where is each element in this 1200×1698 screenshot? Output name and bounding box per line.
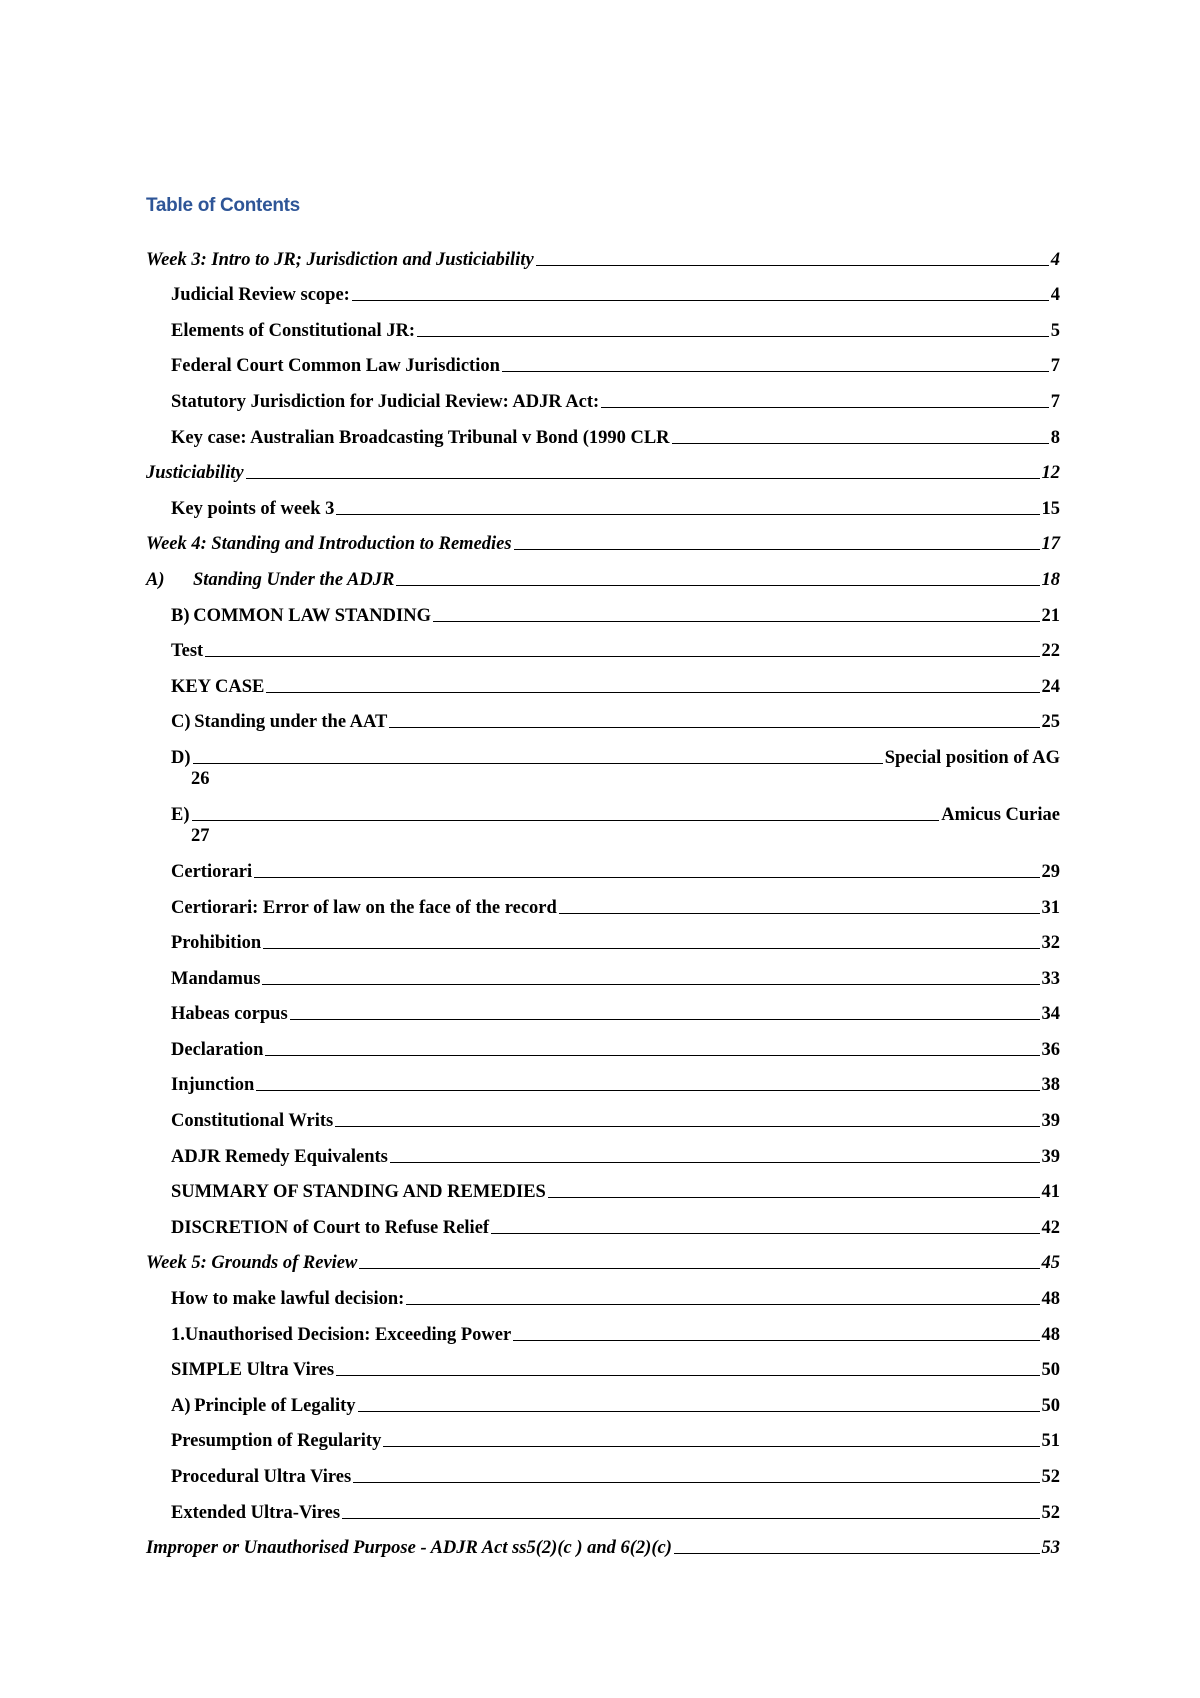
toc-page-number: 51 bbox=[1041, 1431, 1060, 1452]
toc-leader-line bbox=[342, 1517, 1039, 1519]
toc-entry[interactable] bbox=[146, 790, 1060, 847]
toc-page-number: 4 bbox=[1050, 285, 1060, 306]
toc-entry[interactable] bbox=[146, 520, 1060, 556]
toc-leader-line bbox=[262, 983, 1039, 985]
toc-leader-line bbox=[491, 1232, 1039, 1234]
toc-leader-line bbox=[559, 912, 1040, 914]
toc-entry[interactable] bbox=[146, 1096, 1060, 1132]
toc-leader-line bbox=[417, 335, 1049, 337]
toc-entry-label: Improper or Unauthorised Purpose - ADJR Act ss5(2)(c ) and 6(2)(c) bbox=[146, 1538, 672, 1559]
toc-leader-line bbox=[358, 1410, 1040, 1412]
toc-entry[interactable] bbox=[146, 1346, 1060, 1382]
toc-page-number: 45 bbox=[1041, 1253, 1060, 1274]
toc-entry-label: Key points of week 3 bbox=[171, 498, 335, 519]
toc-entry-label: Declaration bbox=[171, 1039, 264, 1060]
toc-entry[interactable] bbox=[146, 1524, 1060, 1560]
toc-page-number: 12 bbox=[1041, 463, 1060, 484]
toc-leader-line bbox=[336, 513, 1039, 515]
toc-page-number: 24 bbox=[1041, 676, 1060, 697]
toc-entry-label: D) bbox=[171, 747, 191, 768]
toc-page-number: 34 bbox=[1041, 1004, 1060, 1025]
toc-entry[interactable] bbox=[146, 1168, 1060, 1204]
toc-leader-line bbox=[389, 726, 1039, 728]
toc-entry-label: Statutory Jurisdiction for Judicial Review: ADJR Act: bbox=[171, 391, 600, 412]
toc-entry-label: 1.Unauthorised Decision: Exceeding Power bbox=[171, 1324, 512, 1345]
toc-entry[interactable] bbox=[146, 555, 1060, 591]
toc-entry[interactable] bbox=[146, 698, 1060, 734]
toc-entry-label: Week 5: Grounds of Review bbox=[146, 1253, 358, 1274]
toc-entry-label: Week 3: Intro to JR; Jurisdiction and Justiciability bbox=[146, 249, 534, 270]
toc-leader-line bbox=[514, 548, 1040, 550]
toc-entry-label: Certiorari: Error of law on the face of the record bbox=[171, 897, 557, 918]
toc-leader-line bbox=[396, 584, 1039, 586]
toc-entry[interactable] bbox=[146, 1488, 1060, 1524]
toc-page-number: 39 bbox=[1041, 1111, 1060, 1132]
toc-entry[interactable] bbox=[146, 342, 1060, 378]
toc-entry[interactable] bbox=[146, 883, 1060, 919]
toc-page-number: 7 bbox=[1050, 391, 1060, 412]
toc-leader-line bbox=[390, 1161, 1040, 1163]
toc-entry-label: A) Principle of Legality bbox=[171, 1395, 356, 1416]
toc-entry-label: Presumption of Regularity bbox=[171, 1431, 382, 1452]
toc-entry-label: Standing Under the ADJR bbox=[193, 569, 395, 590]
toc-entry[interactable] bbox=[146, 1132, 1060, 1168]
toc-entry-label: Extended Ultra-Vires bbox=[171, 1502, 341, 1523]
toc-leader-line bbox=[335, 1125, 1039, 1127]
toc-entry-label: ADJR Remedy Equivalents bbox=[171, 1146, 388, 1167]
toc-page-number: 39 bbox=[1041, 1146, 1060, 1167]
toc-entry-label: Mandamus bbox=[171, 968, 261, 989]
toc-entry-label: Injunction bbox=[171, 1075, 255, 1096]
toc-entry[interactable] bbox=[146, 271, 1060, 307]
toc-leader-line bbox=[193, 762, 883, 764]
toc-leader-line bbox=[406, 1303, 1039, 1305]
toc-page-number: 4 bbox=[1050, 249, 1060, 270]
toc-leader-line bbox=[336, 1374, 1039, 1376]
toc-entry[interactable] bbox=[146, 1025, 1060, 1061]
toc-entry-label: How to make lawful decision: bbox=[171, 1289, 405, 1310]
toc-leader-line bbox=[359, 1267, 1039, 1269]
toc-page-number: 48 bbox=[1041, 1289, 1060, 1310]
toc-entry[interactable] bbox=[146, 235, 1060, 271]
toc-entry[interactable] bbox=[146, 990, 1060, 1026]
toc-entry-label: Procedural Ultra Vires bbox=[171, 1467, 352, 1487]
toc-leader-line bbox=[254, 876, 1039, 878]
toc-page-number: 42 bbox=[1041, 1217, 1060, 1238]
toc-entry-label: SUMMARY OF STANDING AND REMEDIES bbox=[171, 1182, 546, 1203]
toc-page-number: 26 bbox=[191, 768, 210, 789]
toc-entry-label: B) COMMON LAW STANDING bbox=[171, 605, 431, 626]
toc-leader-line bbox=[205, 655, 1039, 657]
toc-page-number: 17 bbox=[1041, 534, 1060, 555]
toc-leader-line bbox=[383, 1445, 1039, 1447]
toc-entry-label: KEY CASE bbox=[171, 676, 265, 697]
toc-page-number: 31 bbox=[1041, 897, 1060, 918]
toc-entry-label: Prohibition bbox=[171, 933, 262, 954]
toc-page-number: 15 bbox=[1041, 498, 1060, 519]
table-of-contents bbox=[146, 235, 1060, 1559]
toc-leader-line bbox=[513, 1339, 1039, 1341]
toc-page-number: 36 bbox=[1041, 1039, 1060, 1060]
toc-page-number: 27 bbox=[191, 825, 210, 846]
toc-entry-label: Key case: Australian Broadcasting Tribunal v Bond (1990 CLR bbox=[171, 427, 670, 448]
toc-entry-label: Judicial Review scope: bbox=[171, 285, 350, 306]
toc-entry-label: C) Standing under the AAT bbox=[171, 712, 388, 733]
toc-entry[interactable] bbox=[146, 847, 1060, 883]
toc-entry[interactable] bbox=[146, 1452, 1060, 1488]
toc-leader-line bbox=[353, 1481, 1039, 1483]
toc-page-number: 50 bbox=[1041, 1360, 1060, 1381]
toc-entry-label: Constitutional Writs bbox=[171, 1111, 334, 1132]
toc-entry[interactable] bbox=[146, 377, 1060, 413]
toc-page-number: 41 bbox=[1041, 1182, 1060, 1203]
toc-page-number: 8 bbox=[1050, 427, 1060, 448]
toc-entry[interactable] bbox=[146, 1310, 1060, 1346]
toc-page-number: 7 bbox=[1050, 356, 1060, 377]
toc-entry[interactable] bbox=[146, 484, 1060, 520]
toc-entry-title: Special position of AG bbox=[884, 747, 1060, 768]
toc-entry[interactable] bbox=[146, 1274, 1060, 1310]
toc-leader-line bbox=[536, 264, 1049, 266]
toc-page-number: 52 bbox=[1041, 1502, 1060, 1523]
toc-entry-label: E) bbox=[171, 804, 190, 825]
toc-leader-line bbox=[263, 947, 1039, 949]
toc-entry-label: Elements of Constitutional JR: bbox=[171, 320, 416, 341]
toc-entry-label: Justiciability bbox=[146, 463, 244, 484]
toc-page-number: 22 bbox=[1041, 641, 1060, 662]
toc-entry-label: Certiorari bbox=[171, 861, 253, 882]
toc-leader-line bbox=[256, 1089, 1039, 1091]
toc-page-number: 53 bbox=[1041, 1538, 1060, 1559]
toc-leader-line bbox=[601, 406, 1049, 408]
toc-entry-label: DISCRETION of Court to Refuse Relief bbox=[171, 1217, 490, 1238]
toc-entry[interactable] bbox=[146, 662, 1060, 698]
toc-entry-label: Federal Court Common Law Jurisdiction bbox=[171, 356, 500, 377]
toc-page-number: 50 bbox=[1041, 1395, 1060, 1416]
toc-leader-line bbox=[246, 477, 1040, 479]
toc-entry[interactable] bbox=[146, 954, 1060, 990]
toc-leader-line bbox=[266, 691, 1039, 693]
toc-entry-prefix: A) bbox=[146, 569, 165, 590]
toc-page-number: 52 bbox=[1041, 1467, 1060, 1487]
toc-entry-label: SIMPLE Ultra Vires bbox=[171, 1360, 335, 1381]
toc-entry[interactable] bbox=[146, 627, 1060, 663]
toc-leader-line bbox=[290, 1018, 1040, 1020]
toc-page-number: 29 bbox=[1041, 861, 1060, 882]
toc-leader-line bbox=[548, 1196, 1040, 1198]
toc-entry[interactable] bbox=[146, 449, 1060, 485]
toc-page-number: 5 bbox=[1050, 320, 1060, 341]
toc-entry[interactable] bbox=[146, 413, 1060, 449]
toc-entry[interactable] bbox=[146, 306, 1060, 342]
toc-page-number: 21 bbox=[1041, 605, 1060, 626]
toc-page-number: 33 bbox=[1041, 968, 1060, 989]
toc-heading: Table of Contents bbox=[146, 195, 300, 216]
toc-entry-label: Test bbox=[171, 641, 204, 662]
toc-entry[interactable] bbox=[146, 1239, 1060, 1275]
toc-leader-line bbox=[433, 620, 1040, 622]
toc-leader-line bbox=[502, 370, 1049, 372]
toc-entry[interactable] bbox=[146, 591, 1060, 627]
toc-leader-line bbox=[352, 299, 1049, 301]
toc-page-number: 38 bbox=[1041, 1075, 1060, 1096]
toc-leader-line bbox=[192, 819, 940, 821]
toc-entry-label: Habeas corpus bbox=[171, 1004, 288, 1025]
toc-entry[interactable] bbox=[146, 1381, 1060, 1417]
toc-entry[interactable] bbox=[146, 1203, 1060, 1239]
toc-entry[interactable] bbox=[146, 919, 1060, 955]
toc-entry[interactable] bbox=[146, 1417, 1060, 1453]
toc-leader-line bbox=[674, 1552, 1040, 1554]
toc-leader-line bbox=[265, 1054, 1039, 1056]
toc-entry-title: Amicus Curiae bbox=[941, 804, 1060, 825]
toc-leader-line bbox=[672, 442, 1049, 444]
toc-page-number: 18 bbox=[1041, 569, 1060, 590]
toc-entry[interactable] bbox=[146, 1061, 1060, 1097]
toc-page-number: 25 bbox=[1041, 712, 1060, 733]
toc-entry-label: Week 4: Standing and Introduction to Remedies bbox=[146, 534, 512, 555]
toc-page-number: 32 bbox=[1041, 933, 1060, 954]
toc-entry[interactable] bbox=[146, 733, 1060, 790]
toc-page-number: 48 bbox=[1041, 1324, 1060, 1345]
